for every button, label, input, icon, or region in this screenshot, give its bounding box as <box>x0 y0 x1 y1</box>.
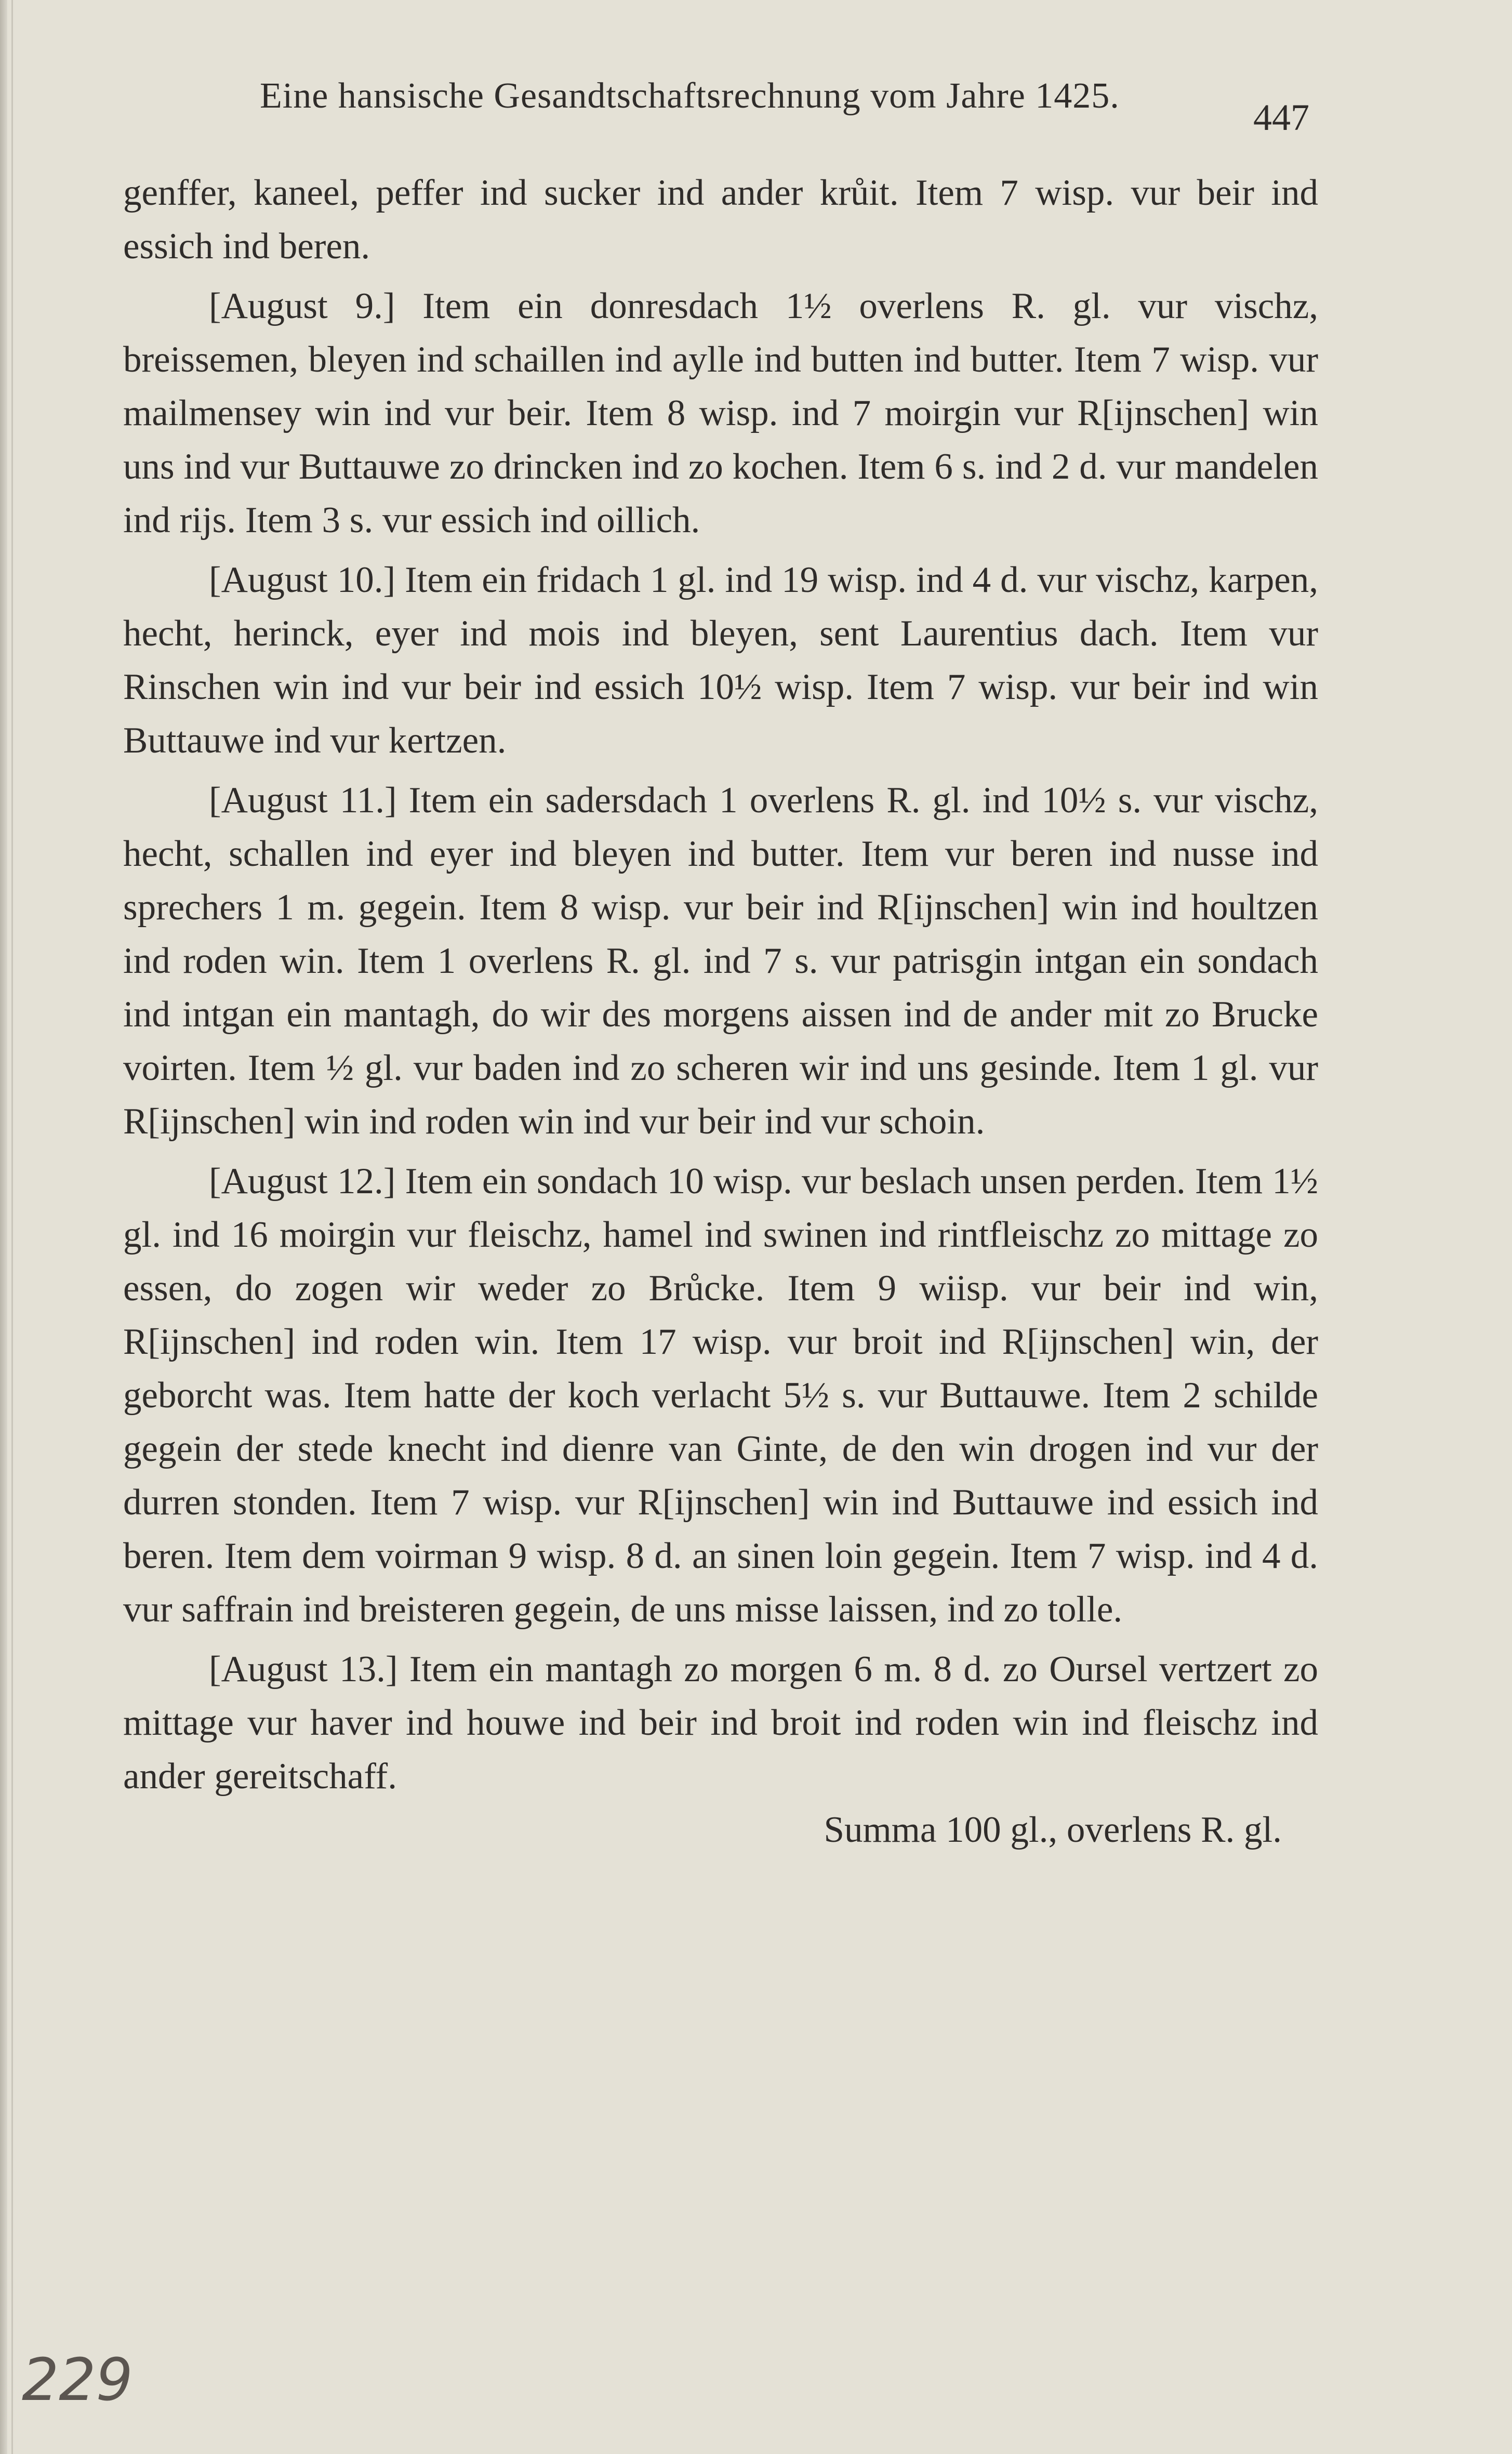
page-binding-line <box>11 0 13 2454</box>
page-number: 447 <box>1253 97 1309 138</box>
paragraph-august-11: [August 11.] Item ein sadersdach 1 overlens R. gl. ind 10½ s. vur vischz, hecht, schallen ind eyer ind bleyen ind butter. Item vur beren ind nusse ind sprechers 1 m. gegein. Item 8 wisp. vur beir ind R[ijnschen] win ind houltzen ind roden win. Item 1 overlens R. gl. ind 7 s. vur patrisgin intgan ein sondach ind intgan ein mantagh, do wir des morgens aissen ind de ander mit zo Brucke voirten. Item ½ gl. vur baden ind zo scheren wir ind uns gesinde. Item 1 gl. vur R[ijnschen] win ind roden win ind vur beir ind vur schoin. <box>123 780 1318 1142</box>
main-text <box>123 166 1318 1857</box>
paragraph-august-13: [August 13.] Item ein mantagh zo morgen 6 m. 8 d. zo Oursel vertzert zo mittage vur haver ind houwe ind beir ind broit ind roden win ind fleischz ind ander gereitschaff. <box>123 1649 1318 1797</box>
archive-handwritten-number: 229 <box>22 2346 133 2414</box>
page-binding-edge <box>0 0 7 2454</box>
paragraph-august-10: [August 10.] Item ein fridach 1 gl. ind 19 wisp. ind 4 d. vur vischz, karpen, hecht, herinck, eyer ind mois ind bleyen, sent Laurentius dach. Item vur Rinschen win ind vur beir ind essich 10½ wisp. Item 7 wisp. vur beir ind win Buttauwe ind vur kertzen. <box>123 560 1318 761</box>
paragraph-august-12: [August 12.] Item ein sondach 10 wisp. vur beslach unsen perden. Item 1½ gl. ind 16 moirgin vur fleischz, hamel ind swinen ind rintfleischz zo mittage zo essen, do zogen wir weder zo Brůcke. Item 9 wiisp. vur beir ind win, R[ijnschen] ind roden win. Item 17 wisp. vur broit ind R[ijnschen] win, der geborcht was. Item hatte der koch verlacht 5½ s. vur Buttauwe. Item 2 schilde gegein der stede knecht ind dienre van Ginte, de den win drogen ind vur der durren stonden. Item 7 wisp. vur R[ijnschen] win ind Buttauwe ind essich ind beren. Item dem voirman 9 wisp. 8 d. an sinen loin gegein. Item 7 wisp. ind 4 d. vur saffrain ind breisteren gegein, de uns misse laissen, ind zo tolle. <box>123 1161 1318 1630</box>
running-title: Eine hansische Gesandtschaftsrechnung vom Jahre 1425. <box>260 76 1120 116</box>
paragraph-continuation: genffer, kaneel, peffer ind sucker ind ander krůit. Item 7 wisp. vur beir ind essich ind beren. <box>123 173 1318 267</box>
paragraph-august-9: [August 9.] Item ein donresdach 1½ overlens R. gl. vur vischz, breissemen, bleyen ind schaillen ind aylle ind butten ind butter. Item 7 wisp. vur mailmensey win ind vur beir. Item 8 wisp. ind 7 moirgin vur R[ijnschen] win uns ind vur Buttauwe zo drincken ind zo kochen. Item 6 s. ind 2 d. vur mandelen ind rijs. Item 3 s. vur essich ind oillich. <box>123 286 1318 540</box>
summa-total: Summa 100 gl., overlens R. gl. <box>824 1810 1282 1850</box>
